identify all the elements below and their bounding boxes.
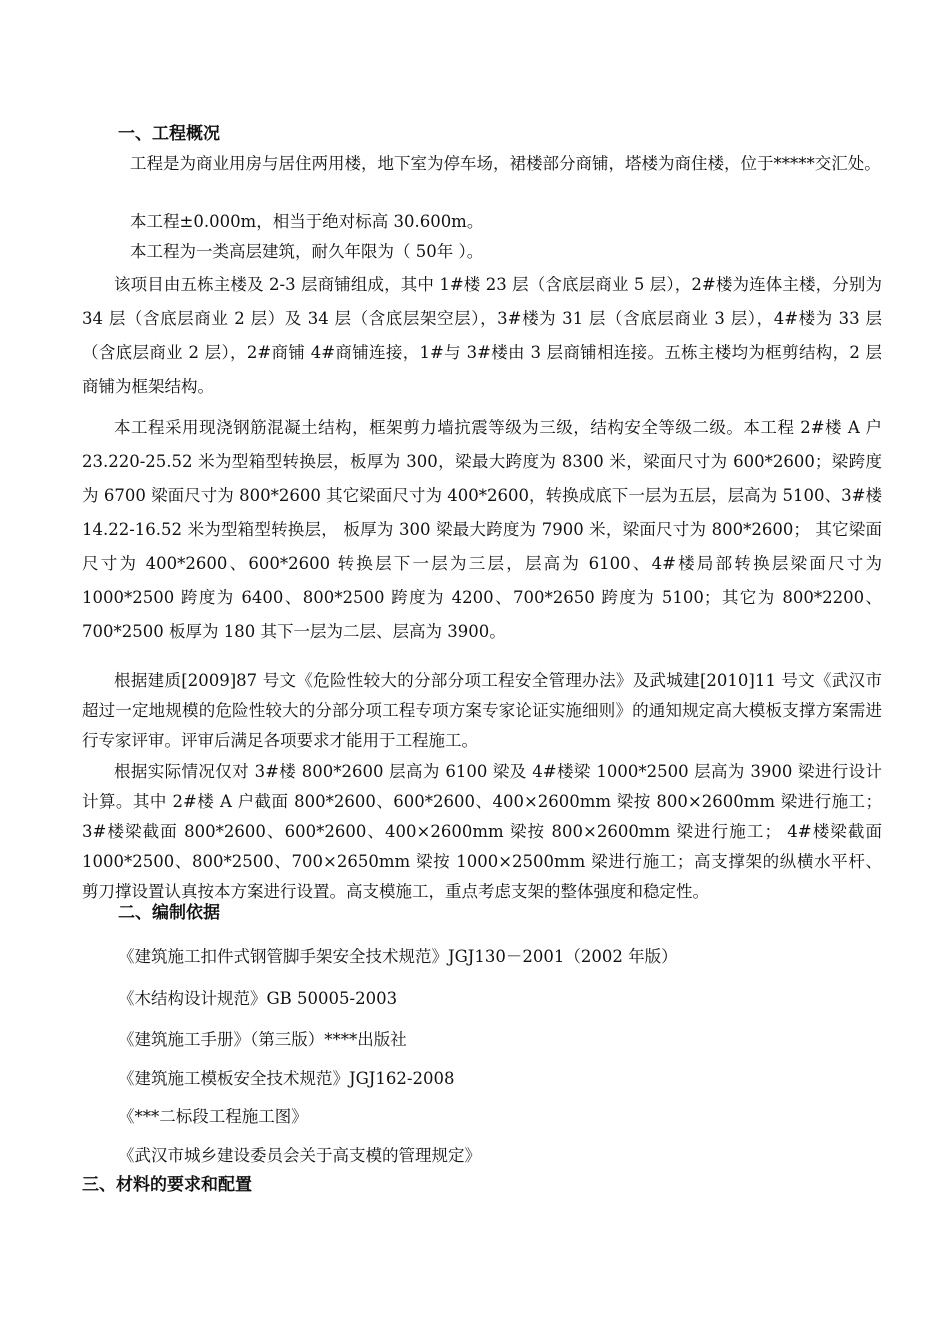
reference-item: 《建筑施工模板安全技术规范》JGJ162-2008 <box>118 1069 455 1088</box>
overview-paragraph-3: 本工程为一类高层建筑，耐久年限为（ 50年 ）。 <box>130 242 484 261</box>
reference-item: 《木结构设计规范》GB 50005-2003 <box>118 989 398 1008</box>
reference-item: 《***二标段工程施工图》 <box>118 1107 308 1126</box>
section3-heading: 三、材料的要求和配置 <box>82 1175 252 1195</box>
reference-item: 《建筑施工手册》（第三版）****出版社 <box>118 1030 407 1049</box>
overview-paragraph-5: 本工程采用现浇钢筋混凝土结构，框架剪力墙抗震等级为三级，结构安全等级二级。本工程 2#楼 A 户 23.220-25.52 米为型箱型转换层，板厚为 300，梁最大跨度为 8300 米，梁面尺寸为 600*2600；梁跨度为 6700 梁面尺寸为 800*2600 其它梁面尺寸为 400*2600，转换成底下一层为五层，层高为 5100、3#楼 14.22-16.52 米为型箱型转换层， 板厚为 300 梁最大跨度为 7900 米，梁面尺寸为 800*2600； 其它梁面尺寸为 400*2600、600*2600 转换层下一层为三层，层高为 6100、4#楼局部转换层梁面尺寸为 1000*2500 跨度为 6400、800*2500 跨度为 4200、700*2650 跨度为 5100；其它为 800*2200、700*2500 板厚为 180 其下一层为二层、层高为 3900。 <box>82 418 882 641</box>
section2-heading: 二、编制依据 <box>118 903 220 923</box>
overview-paragraph-6: 根据建质[2009]87 号文《危险性较大的分部分项工程安全管理办法》及武城建[2010]11 号文《武汉市超过一定地规模的危险性较大的分部分项工程专项方案专家论证实施细则》的通知规定高大模板支撑方案需进行专家评审。评审后满足各项要求才能用于工程施工。 <box>82 671 882 750</box>
overview-paragraph-4: 该项目由五栋主楼及 2-3 层商铺组成，其中 1#楼 23 层（含底层商业 5 层），2#楼为连体主楼，分别为 34 层（含底层商业 2 层）及 34 层（含底层架空层），3#楼为 31 层（含底层商业 3 层），4#楼为 33 层（含底层商业 2 层），2#商铺 4#商铺连接，1#与 3#楼由 3 层商铺相连接。五栋主楼均为框剪结构，2 层商铺为框架结构。 <box>82 275 882 396</box>
overview-paragraph-1: 工程是为商业用房与居住两用楼，地下室为停车场，裙楼部分商铺，塔楼为商住楼，位于*****交汇处。 <box>130 154 881 173</box>
overview-paragraph-2: 本工程±0.000m，相当于绝对标高 30.600m。 <box>130 212 484 231</box>
section1-heading: 一、工程概况 <box>118 124 220 144</box>
reference-item: 《建筑施工扣件式钢管脚手架安全技术规范》JGJ130－2001（2002 年版） <box>118 947 678 966</box>
reference-item: 《武汉市城乡建设委员会关于高支模的管理规定》 <box>118 1146 481 1165</box>
overview-paragraph-7: 根据实际情况仅对 3#楼 800*2600 层高为 6100 梁及 4#楼梁 1000*2500 层高为 3900 梁进行设计计算。其中 2#楼 A 户截面 800*2600、600*2600、400×2600mm 梁按 800×2600mm 梁进行施工；3#楼梁截面 800*2600、600*2600、400×2600mm 梁按 800×2600mm 梁进行施工； 4#楼梁截面 1000*2500、800*2500、700×2650mm 梁按 1000×2500mm 梁进行施工；高支撑架的纵横水平杆、剪刀撑设置认真按本方案进行设置。高支模施工，重点考虑支架的整体强度和稳定性。 <box>82 762 882 901</box>
